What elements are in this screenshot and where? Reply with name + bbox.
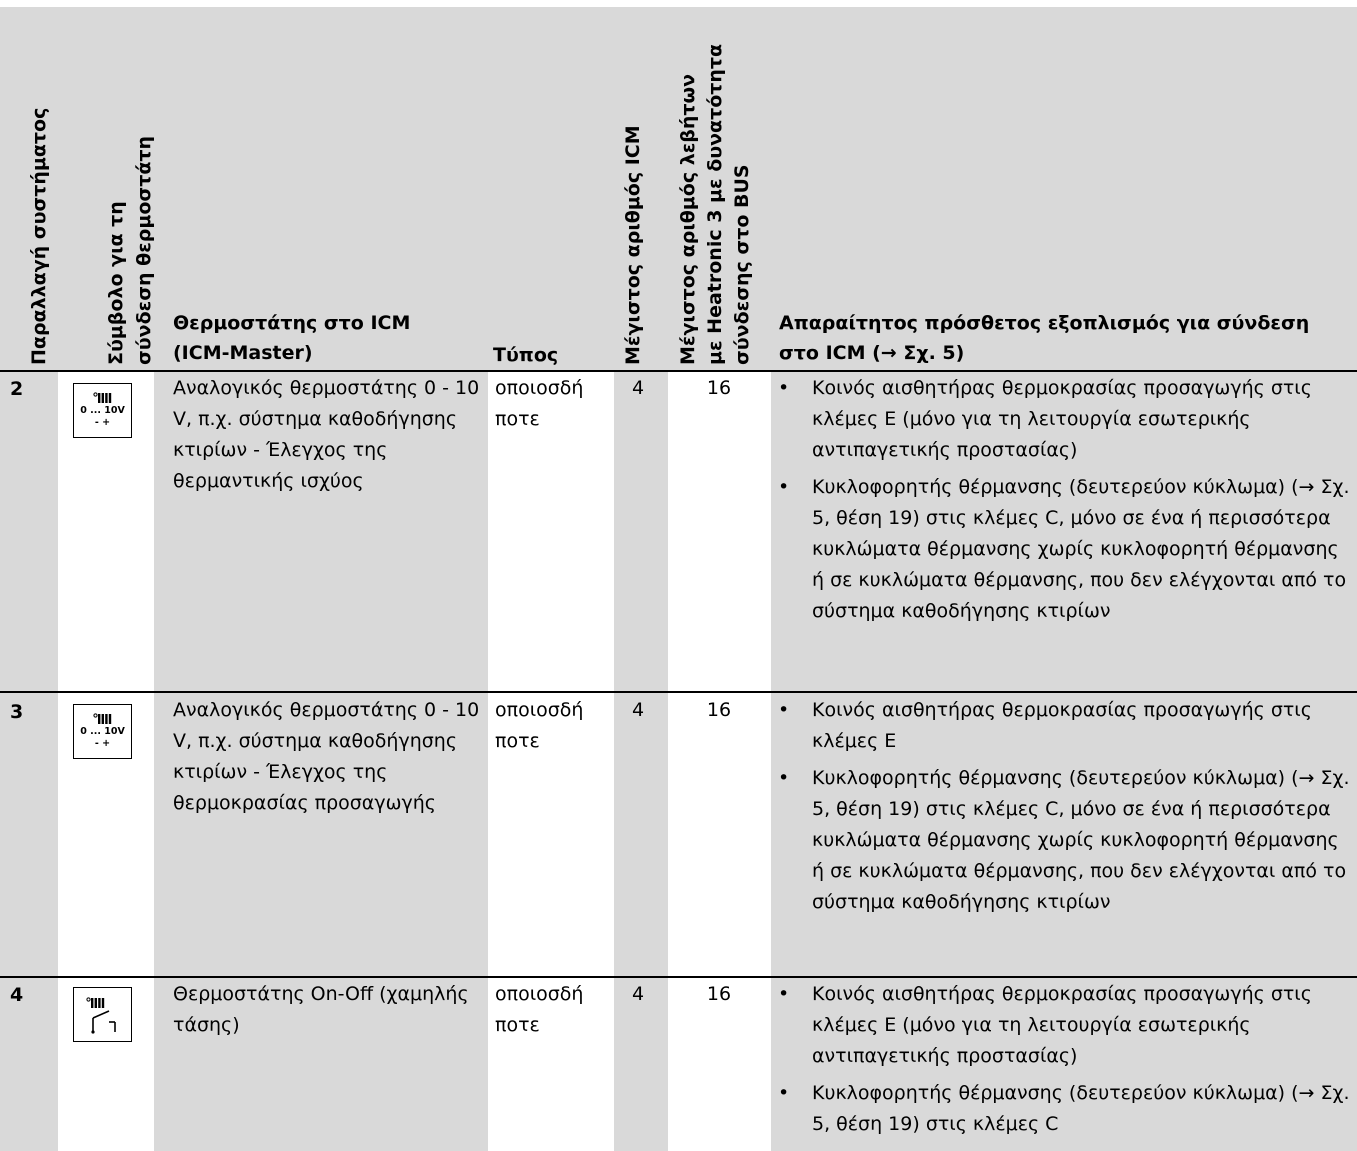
- header-variant: Παραλλαγή συστήματος: [28, 107, 50, 365]
- header-max-boilers-line1: Μέγιστος αριθμός λεβήτων: [677, 73, 699, 365]
- symbol-range-label: 0 ... 10V: [80, 726, 125, 737]
- column-band-variant: [0, 370, 58, 1151]
- header-max-boilers-line2: με Heatronic 3 με δυνατότητα: [704, 43, 726, 365]
- variant-number: 4: [10, 984, 24, 1006]
- bullet-marker: •: [778, 476, 790, 498]
- bullet-marker: •: [778, 699, 790, 721]
- header-symbol-line1: Σύμβολο για τη: [105, 201, 127, 365]
- list-item: [776, 979, 1356, 1072]
- row-divider: [0, 976, 1357, 978]
- equipment-text: Κοινός αισθητήρας θερμοκρασίας προσαγωγής στις κλέμες E: [812, 699, 1312, 752]
- system-variants-table: [0, 7, 1357, 1151]
- list-item: [776, 1078, 1356, 1140]
- thermostat-type: οποιοσδή ποτε: [495, 983, 584, 1036]
- header-thermostat-line1: Θερμοστάτης στο ICM: [173, 312, 411, 334]
- bullet-marker: •: [778, 983, 790, 1005]
- thermostat-type: οποιοσδή ποτε: [495, 699, 584, 752]
- symbol-polarity-label: - +: [94, 417, 111, 428]
- bullet-marker: •: [778, 1082, 790, 1104]
- header-equipment-line1: Απαραίτητος πρόσθετος εξοπλισμός για σύνδεση: [779, 312, 1310, 334]
- list-item: [776, 695, 1356, 757]
- variant-number: 3: [10, 701, 24, 723]
- header-type: Τύπος: [493, 344, 559, 366]
- max-boilers-value: 16: [706, 983, 732, 1005]
- symbol-polarity-label: - +: [94, 738, 111, 749]
- equipment-text: Κυκλοφορητής θέρμανσης (δευτερεύον κύκλωμα) (→ Σχ. 5, θέση 19) στις κλέμες C: [812, 1082, 1350, 1135]
- bullet-marker: •: [778, 377, 790, 399]
- thermostat-symbol: [73, 987, 132, 1042]
- list-item: [776, 763, 1356, 918]
- list-item: [776, 472, 1356, 627]
- list-item: [776, 373, 1356, 466]
- switch-icon: [83, 1008, 123, 1034]
- max-icm-value: 4: [631, 377, 645, 399]
- thermostat-description: Αναλογικός θερμοστάτης 0 - 10 V, π.χ. σύστημα καθοδήγησης κτιρίων - Έλεγχος της θερμαντικής ισχύος: [173, 377, 480, 492]
- variant-number: 2: [10, 378, 24, 400]
- header-symbol-line2: σύνδεση θερμοστάτη: [133, 135, 155, 365]
- header-max-boilers-line3: σύνδεσης στο BUS: [731, 164, 753, 365]
- bullet-marker: •: [778, 767, 790, 789]
- equipment-list: [776, 373, 1356, 627]
- symbol-range-label: 0 ... 10V: [80, 405, 125, 416]
- thermostat-description: Θερμοστάτης On-Off (χαμηλής τάσης): [173, 983, 469, 1036]
- header-thermostat-line2: (ICM-Master): [173, 342, 313, 364]
- radiator-icon: [93, 392, 113, 404]
- equipment-list: [776, 979, 1356, 1140]
- equipment-text: Κοινός αισθητήρας θερμοκρασίας προσαγωγής στις κλέμες E (μόνο για τη λειτουργία εσωτερικής αντιπαγετικής προστασίας): [812, 983, 1312, 1067]
- header-rule: [0, 370, 1357, 372]
- equipment-list: [776, 695, 1356, 918]
- thermostat-symbol: [73, 383, 132, 438]
- max-icm-value: 4: [631, 699, 645, 721]
- max-boilers-value: 16: [706, 699, 732, 721]
- radiator-icon: [93, 713, 113, 725]
- max-boilers-value: 16: [706, 377, 732, 399]
- header-equipment-line2: στο ICM (→ Σχ. 5): [779, 342, 965, 364]
- header-max-icm: Μέγιστος αριθμός ICM: [622, 125, 644, 365]
- equipment-text: Κυκλοφορητής θέρμανσης (δευτερεύον κύκλωμα) (→ Σχ. 5, θέση 19) στις κλέμες C, μόνο σε ένα ή περισσότερα κυκλώματα θέρμανσης χωρίς κυκλοφορητή θέρμανσης ή σε κυκλώματα θέρμανσης, που δεν ελέγχονται από το σύστημα καθοδήγησης κτιρίων: [812, 767, 1350, 913]
- thermostat-symbol: [73, 704, 132, 759]
- equipment-text: Κυκλοφορητής θέρμανσης (δευτερεύον κύκλωμα) (→ Σχ. 5, θέση 19) στις κλέμες C, μόνο σε ένα ή περισσότερα κυκλώματα θέρμανσης χωρίς κυκλοφορητή θέρμανσης ή σε κυκλώματα θέρμανσης, που δεν ελέγχονται από το σύστημα καθοδήγησης κτιρίων: [812, 476, 1350, 622]
- row-divider: [0, 691, 1357, 693]
- thermostat-type: οποιοσδή ποτε: [495, 377, 584, 430]
- column-band-max-icm: [614, 370, 668, 1151]
- equipment-text: Κοινός αισθητήρας θερμοκρασίας προσαγωγής στις κλέμες E (μόνο για τη λειτουργία εσωτερικής αντιπαγετικής προστασίας): [812, 377, 1312, 461]
- max-icm-value: 4: [631, 983, 645, 1005]
- thermostat-description: Αναλογικός θερμοστάτης 0 - 10 V, π.χ. σύστημα καθοδήγησης κτιρίων - Έλεγχος της θερμοκρασίας προσαγωγής: [173, 699, 480, 814]
